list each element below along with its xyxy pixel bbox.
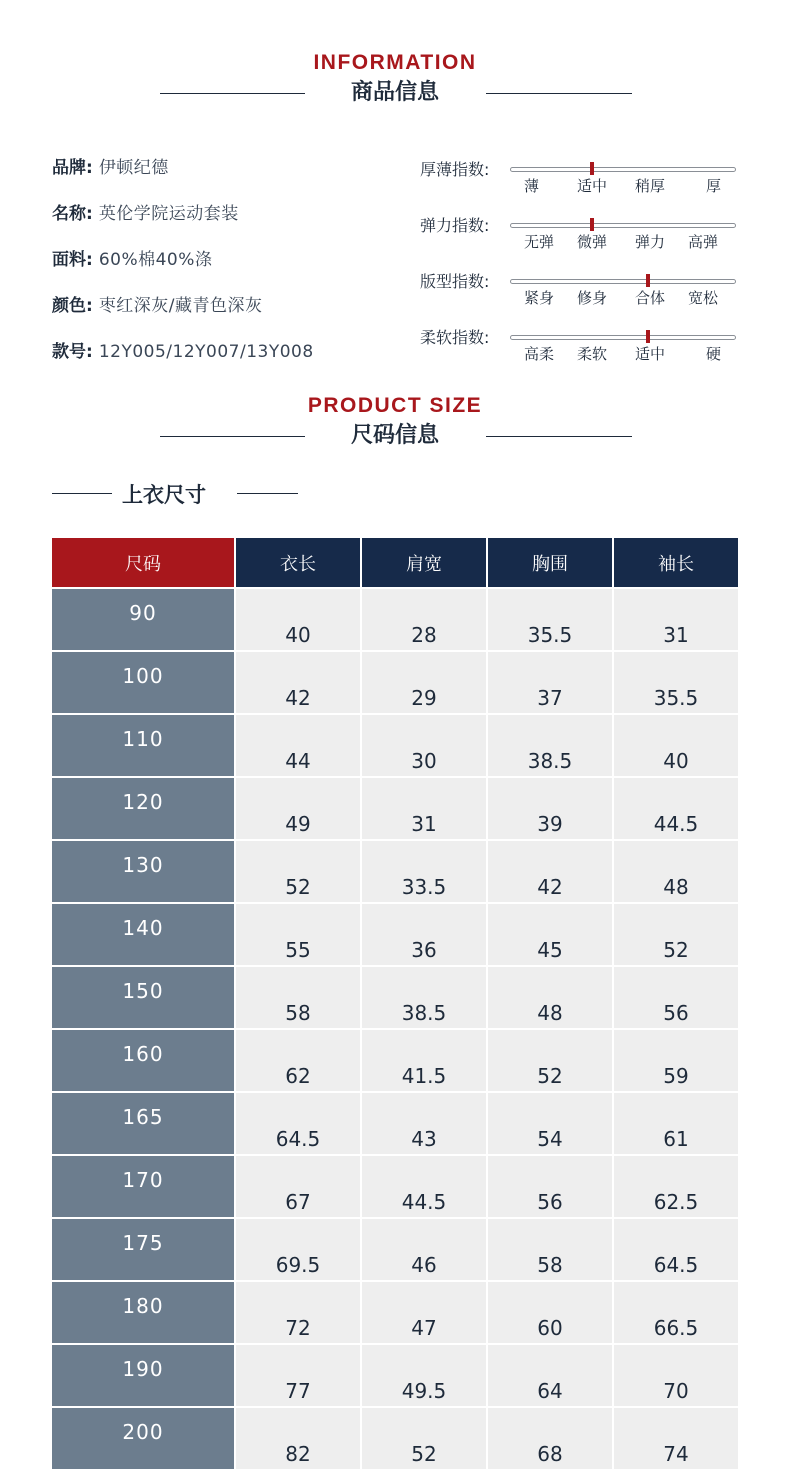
cell-length: 55 [235, 903, 361, 966]
cell-sleeve: 48 [613, 840, 739, 903]
header-divider-right [486, 436, 632, 437]
cell-sleeve: 61 [613, 1092, 739, 1155]
cell-shoulder: 38.5 [361, 966, 487, 1029]
attribute-key: 面料: [52, 250, 93, 270]
size-table [52, 538, 740, 1471]
header-shoulder: 肩宽 [361, 538, 487, 588]
index-option: 紧身 [524, 289, 555, 307]
index-label: 柔软指数: [420, 328, 490, 347]
attribute-row-style-no [52, 339, 314, 385]
index-label: 弹力指数: [420, 216, 490, 235]
attribute-value: 伊顿纪德 [98, 158, 169, 178]
product-size-title-cn: 尺码信息 [350, 423, 439, 448]
header-sleeve: 袖长 [613, 538, 739, 588]
cell-chest: 56 [487, 1155, 613, 1218]
cell-length: 44 [235, 714, 361, 777]
cell-size: 150 [52, 966, 235, 1029]
cell-size: 180 [52, 1281, 235, 1344]
cell-shoulder: 31 [361, 777, 487, 840]
header-divider-right [486, 93, 632, 94]
attribute-key: 款号: [52, 342, 93, 362]
cell-size: 160 [52, 1029, 235, 1092]
cell-length: 40 [235, 588, 361, 651]
header-chest: 胸围 [487, 538, 613, 588]
information-header [0, 51, 790, 108]
cell-chest: 45 [487, 903, 613, 966]
table-row [52, 1092, 739, 1155]
cell-shoulder: 47 [361, 1281, 487, 1344]
cell-chest: 54 [487, 1092, 613, 1155]
index-option: 合体 [635, 289, 666, 307]
attribute-row-name [52, 201, 314, 247]
index-option: 硬 [706, 345, 722, 363]
cell-size: 190 [52, 1344, 235, 1407]
cell-shoulder: 28 [361, 588, 487, 651]
cell-chest: 68 [487, 1407, 613, 1470]
cell-length: 52 [235, 840, 361, 903]
cell-chest: 42 [487, 840, 613, 903]
table-row [52, 1029, 739, 1092]
index-marker [590, 162, 594, 175]
index-option: 修身 [577, 289, 608, 307]
cell-chest: 60 [487, 1281, 613, 1344]
table-row [52, 588, 739, 651]
index-label: 版型指数: [420, 272, 490, 291]
attribute-row-brand [52, 155, 314, 201]
cell-length: 82 [235, 1407, 361, 1470]
index-options [510, 343, 740, 365]
cell-chest: 38.5 [487, 714, 613, 777]
index-option: 宽松 [688, 289, 719, 307]
index-option: 无弹 [524, 233, 555, 251]
cell-sleeve: 59 [613, 1029, 739, 1092]
attribute-value: 枣红深灰/藏青色深灰 [98, 296, 263, 316]
cell-size: 100 [52, 651, 235, 714]
cell-length: 72 [235, 1281, 361, 1344]
cell-shoulder: 43 [361, 1092, 487, 1155]
cell-shoulder: 33.5 [361, 840, 487, 903]
table-title: 上衣尺寸 [122, 483, 206, 507]
cell-shoulder: 41.5 [361, 1029, 487, 1092]
table-row [52, 1344, 739, 1407]
index-option: 柔软 [577, 345, 608, 363]
table-body [52, 588, 739, 1470]
cell-sleeve: 52 [613, 903, 739, 966]
index-track [510, 167, 736, 172]
cell-length: 42 [235, 651, 361, 714]
cell-sleeve: 64.5 [613, 1218, 739, 1281]
cell-shoulder: 29 [361, 651, 487, 714]
cell-sleeve: 44.5 [613, 777, 739, 840]
index-marker [646, 330, 650, 343]
table-row [52, 1155, 739, 1218]
cell-sleeve: 31 [613, 588, 739, 651]
cell-size: 90 [52, 588, 235, 651]
cell-length: 77 [235, 1344, 361, 1407]
cell-length: 58 [235, 966, 361, 1029]
cell-size: 175 [52, 1218, 235, 1281]
index-options [510, 231, 740, 253]
cell-chest: 37 [487, 651, 613, 714]
cell-sleeve: 66.5 [613, 1281, 739, 1344]
attribute-value: 英伦学院运动套装 [98, 204, 239, 224]
cell-size: 130 [52, 840, 235, 903]
cell-sleeve: 56 [613, 966, 739, 1029]
thickness-index [420, 157, 740, 213]
information-title-cn: 商品信息 [350, 80, 439, 105]
table-row [52, 840, 739, 903]
cell-sleeve: 62.5 [613, 1155, 739, 1218]
index-option: 薄 [524, 177, 540, 195]
product-size-header [0, 394, 790, 451]
header-length: 衣长 [235, 538, 361, 588]
cell-shoulder: 30 [361, 714, 487, 777]
table-title-divider-right [237, 493, 298, 494]
cell-sleeve: 74 [613, 1407, 739, 1470]
index-label: 厚薄指数: [420, 160, 490, 179]
cell-size: 110 [52, 714, 235, 777]
index-options [510, 175, 740, 197]
cell-length: 67 [235, 1155, 361, 1218]
fit-index [420, 269, 740, 325]
index-option: 高弹 [688, 233, 719, 251]
cell-chest: 58 [487, 1218, 613, 1281]
elasticity-index [420, 213, 740, 269]
table-header-row [52, 538, 739, 588]
attribute-key: 品牌: [52, 158, 93, 178]
index-option: 稍厚 [635, 177, 666, 195]
header-divider-left [160, 93, 305, 94]
index-option: 厚 [706, 177, 722, 195]
information-title-en: INFORMATION [313, 51, 477, 74]
table-row [52, 1407, 739, 1470]
cell-shoulder: 44.5 [361, 1155, 487, 1218]
index-option: 适中 [577, 177, 608, 195]
cell-size: 140 [52, 903, 235, 966]
cell-chest: 52 [487, 1029, 613, 1092]
softness-index [420, 325, 740, 381]
cell-length: 69.5 [235, 1218, 361, 1281]
cell-sleeve: 35.5 [613, 651, 739, 714]
index-options [510, 287, 740, 309]
cell-chest: 64 [487, 1344, 613, 1407]
cell-size: 200 [52, 1407, 235, 1470]
cell-size: 165 [52, 1092, 235, 1155]
index-track [510, 279, 736, 284]
cell-shoulder: 46 [361, 1218, 487, 1281]
index-track [510, 223, 736, 228]
attribute-value: 12Y005/12Y007/13Y008 [98, 342, 314, 362]
index-track [510, 335, 736, 340]
attribute-value: 60%棉40%涤 [98, 250, 213, 270]
cell-length: 62 [235, 1029, 361, 1092]
product-size-title-en: PRODUCT SIZE [307, 394, 483, 417]
table-row [52, 777, 739, 840]
table-row [52, 966, 739, 1029]
attribute-row-color [52, 293, 314, 339]
cell-sleeve: 70 [613, 1344, 739, 1407]
cell-size: 120 [52, 777, 235, 840]
cell-size: 170 [52, 1155, 235, 1218]
index-option: 微弹 [577, 233, 608, 251]
table-row [52, 651, 739, 714]
cell-length: 49 [235, 777, 361, 840]
table-row [52, 714, 739, 777]
cell-chest: 39 [487, 777, 613, 840]
cell-shoulder: 49.5 [361, 1344, 487, 1407]
table-title-divider-left [52, 493, 112, 494]
attribute-key: 名称: [52, 204, 93, 224]
table-row [52, 1281, 739, 1344]
cell-chest: 35.5 [487, 588, 613, 651]
table-row [52, 1218, 739, 1281]
cell-shoulder: 36 [361, 903, 487, 966]
table-row [52, 903, 739, 966]
index-option: 弹力 [635, 233, 666, 251]
header-size: 尺码 [52, 538, 235, 588]
index-option: 适中 [635, 345, 666, 363]
cell-length: 64.5 [235, 1092, 361, 1155]
attribute-key: 颜色: [52, 296, 93, 316]
header-divider-left [160, 436, 305, 437]
attribute-list [52, 155, 314, 385]
index-marker [646, 274, 650, 287]
cell-chest: 48 [487, 966, 613, 1029]
cell-sleeve: 40 [613, 714, 739, 777]
attribute-row-fabric [52, 247, 314, 293]
cell-shoulder: 52 [361, 1407, 487, 1470]
index-marker [590, 218, 594, 231]
index-option: 高柔 [524, 345, 555, 363]
